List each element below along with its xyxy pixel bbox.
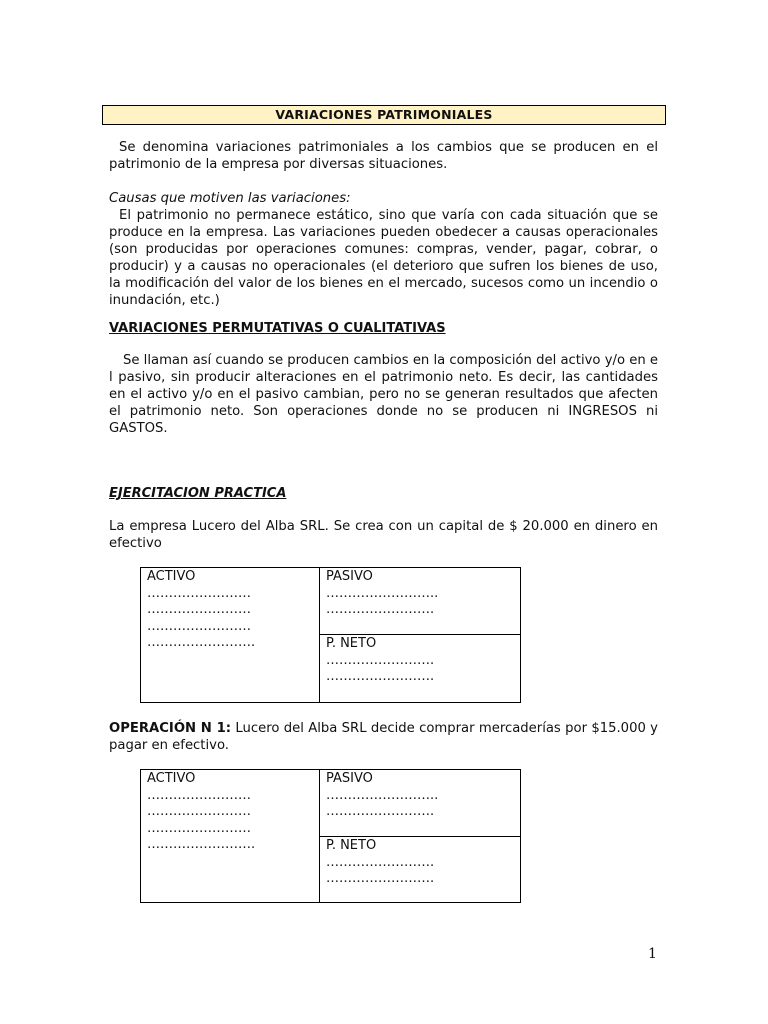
permutativas-heading: VARIACIONES PERMUTATIVAS O CUALITATIVAS	[109, 321, 446, 336]
causes-heading: Causas que motiven las variaciones:	[109, 191, 351, 206]
intro-paragraph: Se denomina variaciones patrimoniales a los cambios que se producen en el patrimonio de la empresa por diversas situaciones.	[109, 140, 658, 172]
balance-table	[140, 567, 521, 703]
activo-line: ……………………	[147, 787, 251, 803]
pneto-label: P. NETO	[326, 636, 377, 651]
ejercitacion-paragraph: La empresa Lucero del Alba SRL. Se crea con un capital de $ 20.000 en dinero en efectivo	[109, 519, 658, 551]
ejercitacion-heading: EJERCITACION PRACTICA	[109, 486, 287, 501]
table-divider-vertical	[319, 568, 320, 702]
activo-line: …………………….	[147, 837, 256, 852]
activo-line: ……………………	[147, 804, 251, 819]
table-divider-horizontal	[319, 836, 520, 837]
activo-line: ……………………	[147, 585, 251, 601]
activo-line: ……………………	[147, 602, 251, 617]
activo-line: …………………….	[147, 635, 256, 650]
activo-line: ……………………	[147, 820, 251, 836]
activo-cell	[147, 771, 255, 854]
table-divider-horizontal	[319, 634, 520, 635]
pasivo-label: PASIVO	[326, 771, 373, 786]
activo-label: ACTIVO	[147, 771, 196, 786]
operation-1-label: OPERACIÓN N 1	[109, 721, 226, 736]
pneto-cell	[326, 838, 434, 888]
activo-label: ACTIVO	[147, 569, 196, 584]
pneto-line: …………………….	[326, 669, 435, 684]
page-number: 1	[648, 946, 657, 962]
pneto-label: P. NETO	[326, 838, 377, 853]
page-title: VARIACIONES PATRIMONIALES	[102, 105, 666, 125]
pasivo-line: …………………….	[326, 804, 435, 819]
pasivo-line: ……………………..	[326, 585, 439, 601]
pasivo-cell	[326, 771, 438, 821]
pasivo-cell	[326, 569, 438, 619]
pasivo-line: …………………….	[326, 602, 435, 617]
activo-line: ……………………	[147, 618, 251, 634]
pasivo-label: PASIVO	[326, 569, 373, 584]
pneto-line: …………………….	[326, 854, 435, 870]
operation-1-paragraph	[109, 720, 658, 754]
operation-1-text: Lucero del Alba SRL decide comprar mercaderías por $15.000 y pagar en efectivo.	[109, 721, 658, 753]
pneto-cell	[326, 636, 434, 686]
activo-cell	[147, 569, 255, 652]
operation-1-colon: :	[225, 721, 232, 736]
pneto-line: …………………….	[326, 652, 435, 668]
permutativas-paragraph: Se llaman así cuando se producen cambios en la composición del activo y/o en e l pasivo, sin producir alteraciones en el patrimonio neto. Es decir, las cantidades en el activo y/o en el pasivo cambian, pero no se generan resultados que afecten el patrimonio neto. Son operaciones donde no se producen ni INGRESOS ni GASTOS.	[109, 353, 658, 436]
balance-table	[140, 769, 521, 903]
causes-paragraph: El patrimonio no permanece estático, sino que varía con cada situación que se produce en la empresa. Las variaciones pueden obedecer a causas operacionales (son producidas por operaciones comunes: compras, vender, pagar, cobrar, o producir) y a causas no operacionales (el deterioro que sufren los bienes de uso, la modificación del valor de los bienes en el mercado, sucesos como un incendio o inundación, etc.)	[109, 208, 658, 308]
pasivo-line: ……………………..	[326, 787, 439, 803]
pneto-line: …………………….	[326, 871, 435, 886]
